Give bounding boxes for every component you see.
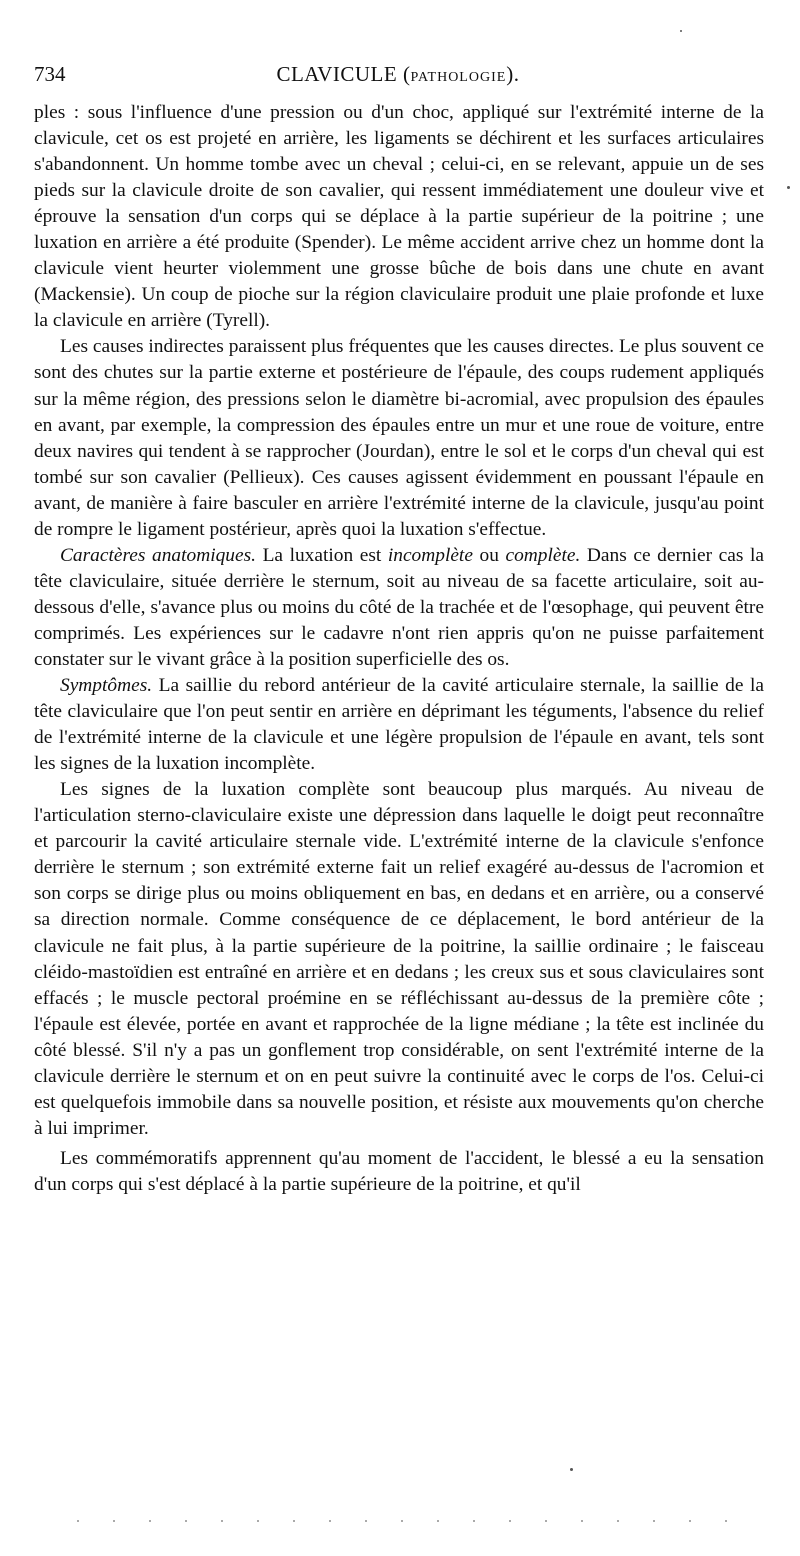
term-incomplete: incomplète <box>387 544 473 566</box>
running-title-section: PATHOLOGIE <box>410 70 507 85</box>
paragraph-4-text: La saillie du rebord antérieur de la cavité articulaire sternale, la saillie de la tête claviculaire que l'on peut sentir en arrière en déprimant les téguments, l'absence du relief de l'extrémité interne de la clavicule et une légère propulsion de l'épaule en avant, tels sont les signes de la luxation incomplète. <box>34 675 764 775</box>
term-complete: complète. <box>505 544 581 566</box>
running-title-end: ). <box>506 62 520 86</box>
paragraph-4 <box>34 673 764 777</box>
paragraph-5: Les signes de la luxation complète sont beaucoup plus marqués. Au niveau de l'articulation sterno-claviculaire existe une dépression dans laquelle le doigt peut reconnaître et parcourir la cavité articulaire sternale vide. L'extrémité interne de la clavicule s'enfonce derrière le sternum ; son extrémité externe fait un relief exagéré au-dessus de l'acromion et son corps se dirige plus ou moins obliquement en bas, en dedans et en arrière, ou a conservé sa direction normale. Comme conséquence de ce déplacement, le bord antérieur de la clavicule ne fait plus, à la partie supérieure de la poitrine, la saillie ordinaire ; le faisceau cléido-mastoïdien est entraîné en arrière et en dedans ; les creux sus et sous claviculaires sont effacés ; le muscle pectoral proémine en se réfléchissant au-dessus de la première côte ; l'épaule est élevée, portée en avant et rapprochée de la ligne médiane ; la tête est inclinée du côté blessé. S'il n'y a pas un gonflement trop considérable, on sent l'extrémité interne de la clavicule derrière le sternum et on en peut suivre la continuité avec le corps de l'os. Celui-ci est quelquefois immobile dans sa nouvelle position, et résiste aux mouvements qu'on cherche à lui imprimer. <box>34 779 764 1139</box>
paragraph-6: Les commémoratifs apprennent qu'au moment de l'accident, le blessé a eu la sensation d'un corps qui s'est déplacé à la partie supérieure de la poitrine, et qu'il <box>34 1147 764 1195</box>
section-heading-symptoms: Symptômes. <box>60 675 153 697</box>
margin-speck <box>787 186 790 189</box>
margin-speck <box>570 1468 573 1471</box>
page-number: 734 <box>34 62 66 86</box>
section-heading-anatomy: Caractères anatomiques. <box>60 544 256 566</box>
paragraph-3-text-b: ou <box>472 544 506 566</box>
running-title-main: CLAVICULE ( <box>276 62 411 86</box>
body-text <box>34 100 764 1198</box>
paragraph-1: ples : sous l'influence d'une pression ou d'un choc, appliqué sur l'extrémité interne de la clavicule, cet os est projeté en arrière, les ligaments se déchirent et les surfaces articulaires s'abandonnent. Un homme tombe avec un cheval ; celui-ci, en se relevant, appuie un de ses pieds sur la clavicule droite de son cavalier, qui ressent immédiatement une douleur vive et éprouve la sensation d'un corps qui se déplace à la partie supérieur de la poitrine ; une luxation en arrière a été produite (Spender). Le même accident arrive chez un homme dont la clavicule vient heurter violemment une grosse bûche de bois dans une chute en avant (Mackensie). Un coup de pioche sur la région claviculaire produit une plaie profonde et luxe la clavicule en arrière (Tyrell). <box>34 102 764 332</box>
paragraph-2: Les causes indirectes paraissent plus fréquentes que les causes directes. Le plus souvent ce sont des chutes sur la partie externe et postérieure de l'épaule, des coups rudement appliqués sur la même région, des pressions selon le diamètre bi-acromial, avec propulsion des épaules en avant, par exemple, la compression des épaules entre un mur et une roue de voiture, entre deux navires qui tendent à se rapprocher (Jourdan), entre le sol et le corps d'un cheval qui est tombé sur son cavalier (Pellieux). Ces causes agissent évidemment en poussant l'épaule en avant, de manière à faire basculer en arrière l'extrémité interne de la clavicule, jusqu'au point de rompre le ligament postérieur, après quoi la luxation s'effectue. <box>34 336 764 540</box>
paragraph-3 <box>34 543 764 673</box>
page-header <box>34 62 762 94</box>
running-title <box>34 62 762 87</box>
margin-speck <box>680 30 682 32</box>
bleed-through-dots <box>60 1519 760 1523</box>
paragraph-3-text-c: Dans ce dernier cas la tête claviculaire, située derrière le sternum, soit au niveau de sa facette articulaire, soit au-dessous d'elle, s'avance plus ou moins du côté de la trachée et de l'œsophage, qui peuvent être comprimés. Les expériences sur le cadavre n'ont rien appris qu'on ne puisse parfaitement constater sur le vivant grâce à la position superficielle des os. <box>34 544 764 670</box>
paragraph-3-text-a: La luxation est <box>255 544 388 566</box>
